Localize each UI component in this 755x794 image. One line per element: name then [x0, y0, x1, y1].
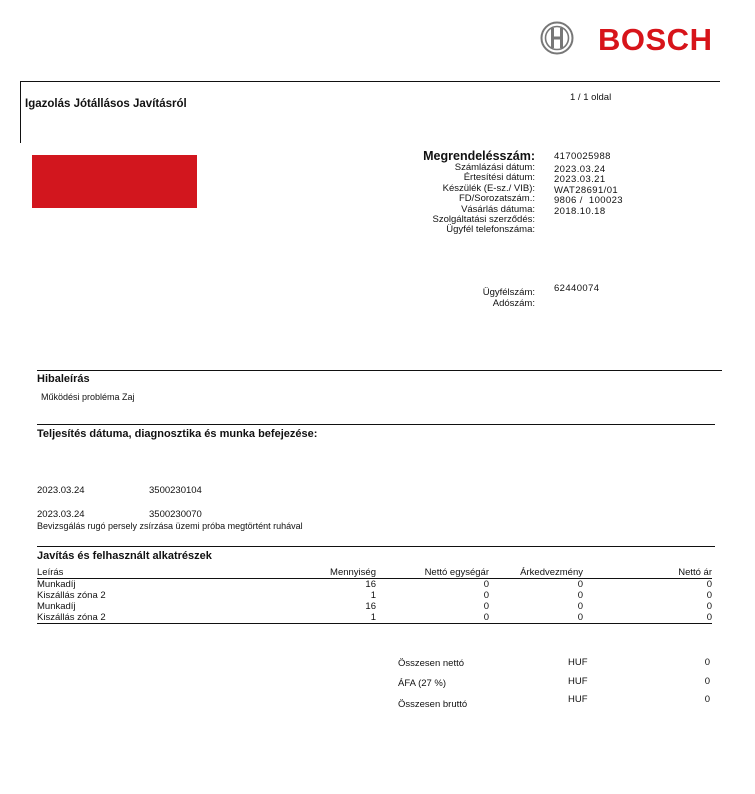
table-row: [37, 612, 712, 624]
cell-net-price: 0: [706, 579, 712, 590]
logo-text: BOSCH: [598, 22, 713, 57]
cell-net-price: 0: [706, 590, 712, 601]
total-gross-label: Összesen bruttó: [398, 699, 468, 710]
document-title: Igazolás Jótállásos Javításról: [25, 98, 187, 110]
table-row: [37, 590, 712, 601]
cell-quantity: 16: [365, 601, 376, 612]
cell-quantity: 1: [370, 590, 376, 601]
column-header: Mennyiség: [237, 567, 376, 579]
meta-label: Vásárlás dátuma:: [461, 203, 535, 215]
bosch-logo: [540, 20, 720, 58]
completion-date: 2023.03.24: [37, 509, 85, 520]
header-corner: [20, 81, 21, 143]
table-row: [37, 601, 712, 612]
cell-discount: 0: [577, 579, 583, 590]
total-gross-value: 0: [704, 694, 710, 705]
column-header: Leírás: [37, 567, 237, 579]
meta-label: Szolgáltatási szerződés:: [432, 214, 535, 226]
cell-description: Kiszállás zóna 2: [37, 612, 237, 624]
parts-title: Javítás és felhasznált alkatrészek: [37, 550, 212, 562]
cell-quantity: 16: [365, 579, 376, 590]
meta-value: 2023.03.24: [554, 164, 606, 175]
redacted-address-block: [32, 155, 197, 208]
meta-value: 9806 / 100023: [554, 195, 623, 207]
vat-currency: HUF: [568, 676, 588, 687]
tax-number-label: Adószám:: [492, 298, 535, 309]
order-number-label: Megrendelésszám:: [423, 149, 535, 163]
table-row: [37, 579, 712, 591]
cell-discount: 0: [577, 590, 583, 601]
total-net-value: 0: [704, 657, 710, 668]
table-header-row: [37, 567, 712, 579]
meta-value: 2018.10.18: [554, 205, 606, 217]
section-divider: [37, 370, 722, 371]
header-rule: [20, 81, 720, 82]
bosch-armature-icon: [540, 21, 574, 55]
order-number-value: 4170025988: [554, 151, 611, 162]
completion-note: Bevizsgálás rugó persely zsírzása üzemi próba megtörtént ruhával: [37, 521, 303, 531]
fault-text: Működési probléma Zaj: [41, 392, 135, 402]
order-meta-values: [554, 152, 623, 217]
vat-value: 0: [704, 676, 710, 687]
total-net-currency: HUF: [568, 657, 588, 668]
fault-title: Hibaleírás: [37, 373, 90, 385]
customer-number-label: Ügyfélszám:: [482, 287, 535, 298]
cell-net-price: 0: [706, 601, 712, 612]
cell-net-price: 0: [583, 612, 712, 624]
completion-date: 2023.03.24: [37, 485, 85, 496]
vat-label: ÁFA (27 %): [398, 678, 447, 689]
cell-unit-price: 0: [376, 612, 489, 624]
meta-label: Értesítési dátum:: [463, 172, 535, 184]
meta-value: WAT28691/01: [554, 184, 619, 196]
meta-label: Számlázási dátum:: [454, 162, 535, 173]
column-header: Árkedvezmény: [489, 567, 583, 579]
section-divider: [37, 424, 715, 425]
total-net-label: Összesen nettó: [398, 658, 465, 669]
meta-label: Ügyfél telefonszáma:: [446, 224, 535, 236]
completion-code: 3500230070: [149, 509, 202, 520]
cell-unit-price: 0: [483, 601, 489, 612]
meta-value: 2023.03.21: [554, 174, 606, 186]
meta-label: Készülék (E-sz./ VIB):: [442, 182, 535, 194]
meta-label: FD/Sorozatszám.:: [458, 193, 535, 205]
page-number: 1 / 1 oldal: [570, 92, 612, 103]
cell-unit-price: 0: [483, 590, 489, 601]
cell-description: Munkadíj: [37, 579, 76, 590]
parts-table: [37, 567, 712, 624]
customer-number-value: 62440074: [554, 283, 600, 294]
cell-description: Munkadíj: [37, 601, 76, 612]
cell-description: Kiszállás zóna 2: [37, 590, 106, 601]
cell-unit-price: 0: [483, 579, 489, 590]
completion-code: 3500230104: [149, 485, 202, 496]
completion-title: Teljesítés dátuma, diagnosztika és munka befejezése:: [37, 428, 318, 440]
cell-discount: 0: [489, 612, 583, 624]
column-header: Nettó ár: [583, 567, 712, 579]
total-gross-currency: HUF: [568, 694, 588, 705]
cell-discount: 0: [577, 601, 583, 612]
customer-labels: [330, 287, 535, 309]
order-meta-labels: [330, 150, 535, 236]
cell-quantity: 1: [237, 612, 376, 624]
column-header: Nettó egységár: [376, 567, 489, 579]
section-divider: [37, 546, 715, 547]
